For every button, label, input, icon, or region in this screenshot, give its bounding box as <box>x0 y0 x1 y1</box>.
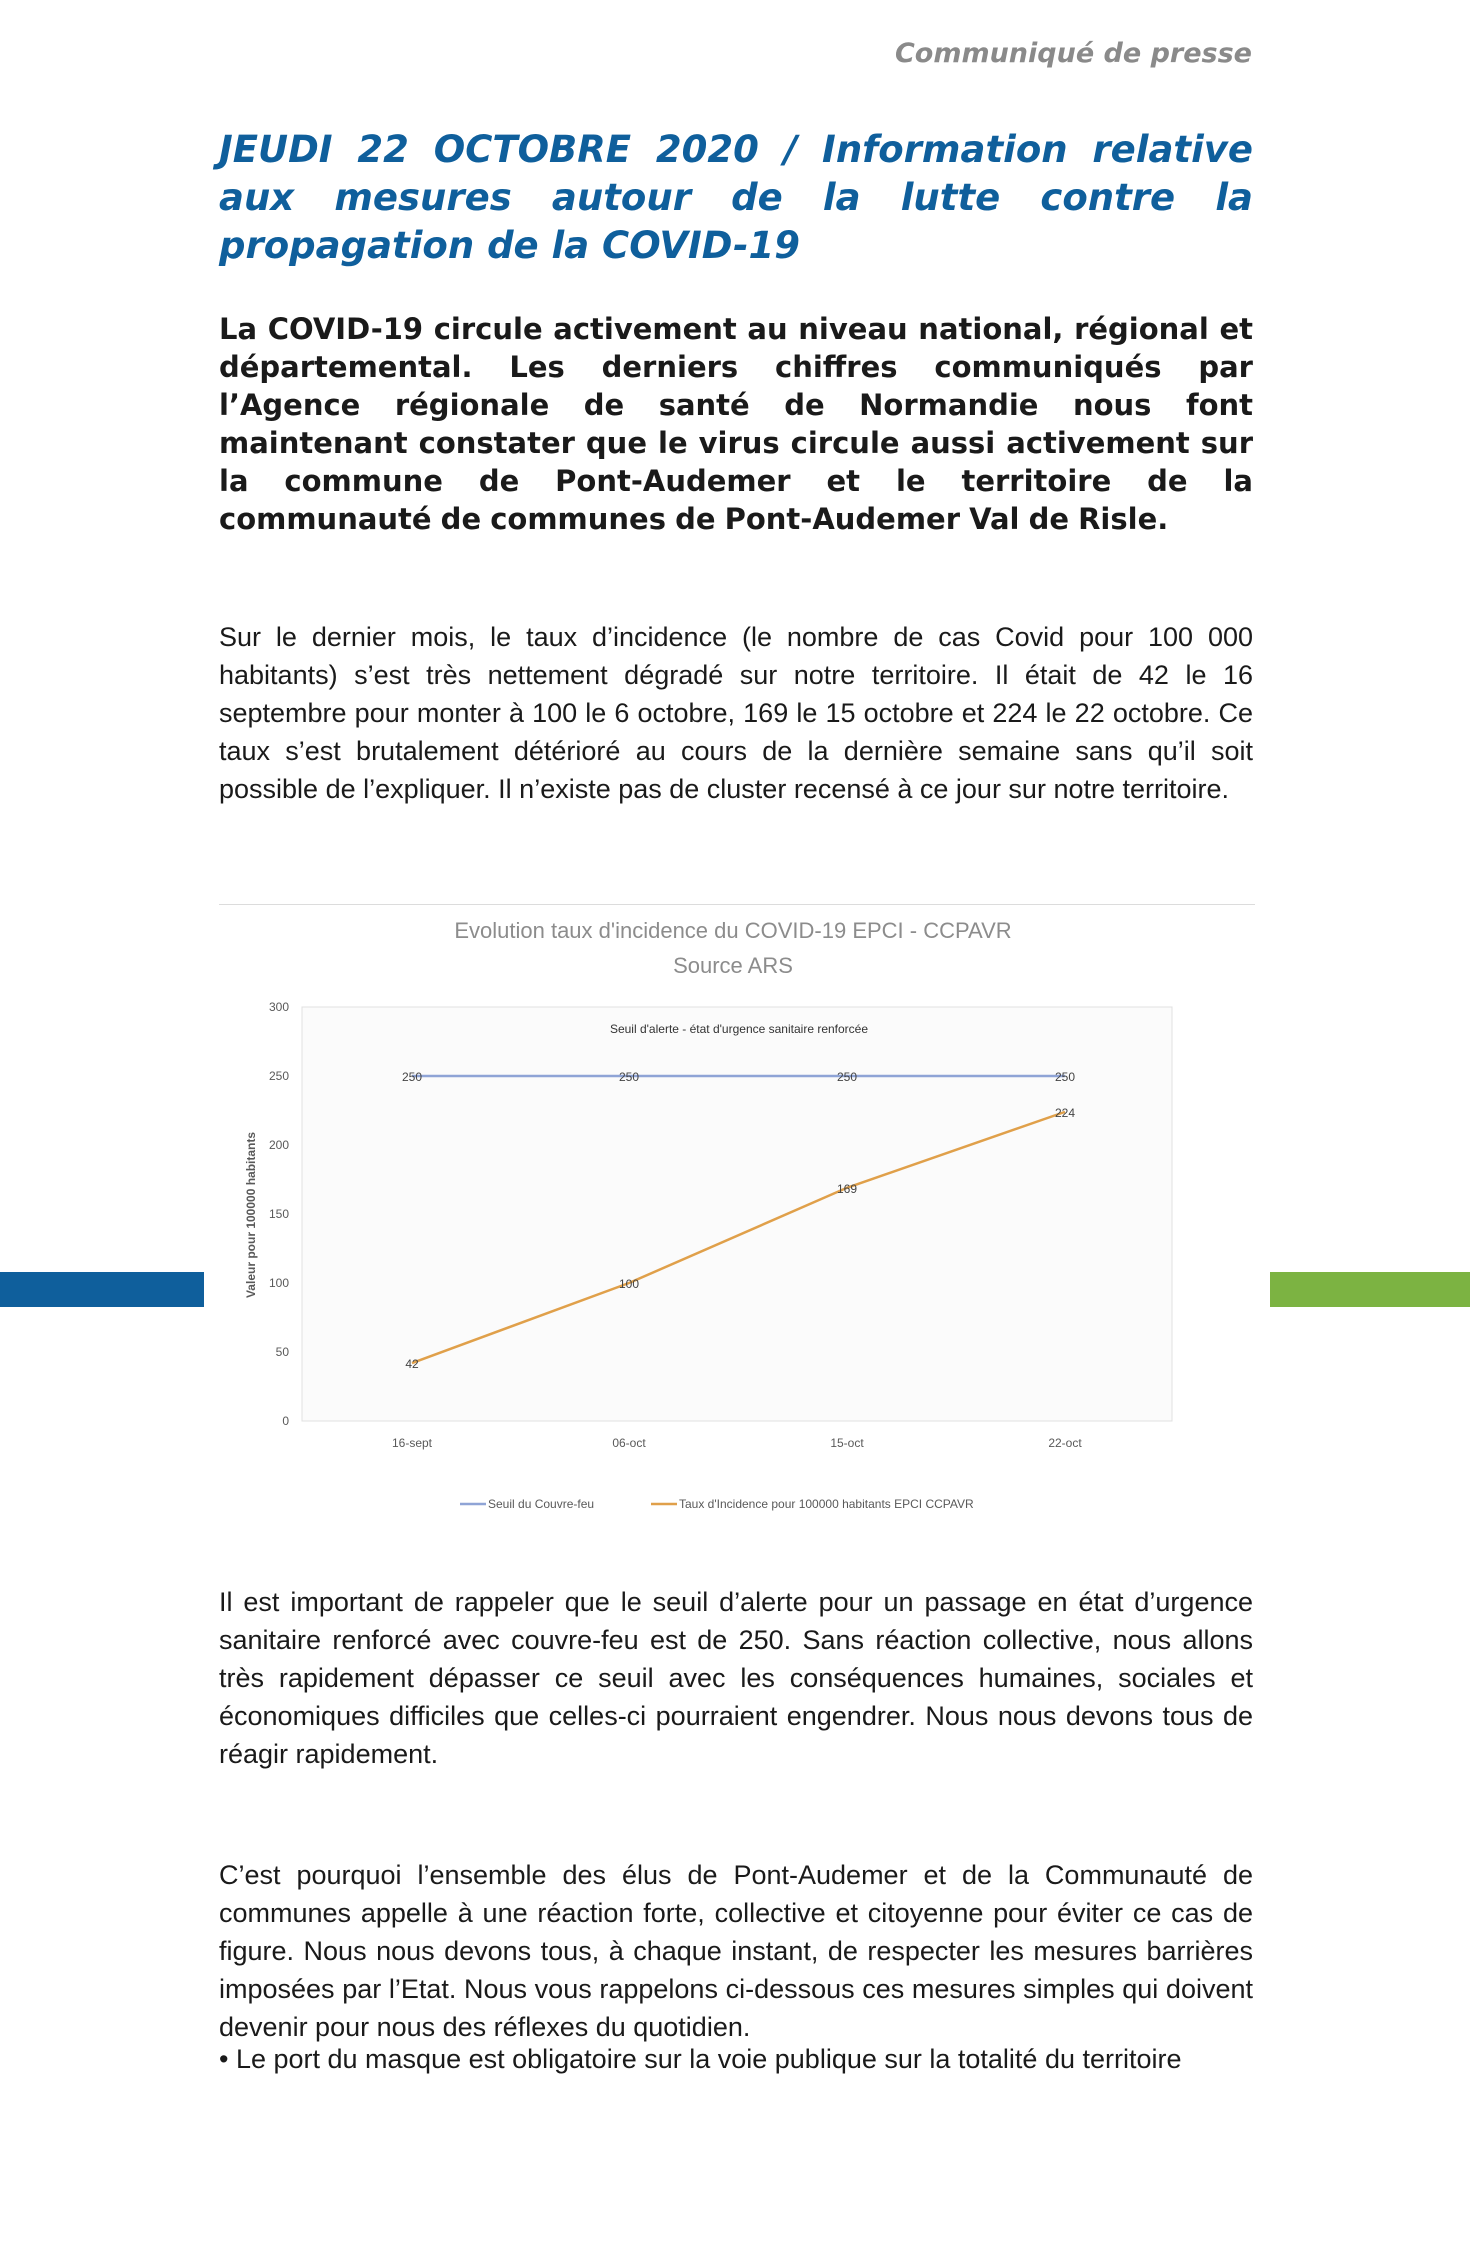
y-tick-label: 100 <box>268 1276 289 1290</box>
brand-blue-bar <box>0 1272 204 1307</box>
chart-top-rule <box>219 904 1255 905</box>
chart-title: Evolution taux d'incidence du COVID-19 EPCI - CCPAVR <box>454 918 1012 943</box>
y-tick-label: 300 <box>268 1000 289 1014</box>
paragraph-threshold: Il est important de rappeler que le seuil d’alerte pour un passage en état d’urgence sanitaire renforcé avec couvre-feu est de 250. Sans réaction collective, nous allons très rapidement dépasser ce seuil avec les conséquences humaines, sociales et économiques difficiles que celles-ci pourraient engendrer. Nous nous devons tous de réagir rapidement. <box>219 1587 1253 1769</box>
plot-area <box>302 1007 1172 1421</box>
data-label: 250 <box>401 1070 423 1084</box>
y-tick-label: 250 <box>268 1069 289 1083</box>
data-label: 224 <box>1054 1105 1076 1120</box>
x-tick-label: 16-sept <box>391 1436 433 1450</box>
paragraph-call-to-action: C’est pourquoi l’ensemble des élus de Pont-Audemer et de la Communauté de communes appelle à une réaction forte, collective et citoyenne pour éviter ce cas de figure. Nous nous devons tous, à chaque instant, de respecter les mesures barrières imposées par l’Etat. Nous vous rappelons ci-dessous ces mesures simples qui doivent devenir pour nous des réflexes du quotidien. <box>219 1860 1253 2042</box>
y-tick-label: 150 <box>268 1207 289 1221</box>
data-label: 250 <box>618 1070 640 1084</box>
headline: JEUDI 22 OCTOBRE 2020 / Information relative aux mesures autour de la lutte contre la propagation de la COVID-19 <box>219 128 1253 267</box>
chart-subtitle: Source ARS <box>673 953 793 978</box>
y-tick-label: 200 <box>268 1138 289 1152</box>
y-tick-label: 0 <box>282 1414 289 1428</box>
data-label: 42 <box>405 1357 419 1372</box>
y-axis-title: Valeur pour 100000 habitants <box>244 1131 258 1299</box>
y-tick-label: 50 <box>275 1345 289 1359</box>
x-tick-label: 06-oct <box>612 1436 646 1450</box>
x-tick-label: 22-oct <box>1048 1436 1082 1450</box>
bullet-item-mask: • Le port du masque est obligatoire sur la voie publique sur la totalité du territoire <box>219 2044 1182 2074</box>
incidence-chart <box>219 910 1255 1540</box>
data-label: 250 <box>836 1070 858 1084</box>
brand-green-bar <box>1270 1272 1470 1307</box>
data-label: 250 <box>1054 1070 1076 1084</box>
threshold-annotation: Seuil d'alerte - état d'urgence sanitaire renforcée <box>609 1022 869 1036</box>
lead-paragraph: La COVID-19 circule activement au niveau national, régional et départemental. Les derniers chiffres communiqués par l’Agence régionale de santé de Normandie nous font maintenant constater que le virus circule aussi activement sur la commune de Pont-Audemer et le territoire de la communauté de communes de Pont-Audemer Val de Risle. <box>219 312 1253 536</box>
x-tick-label: 15-oct <box>830 1436 864 1450</box>
data-label: 100 <box>618 1277 640 1291</box>
legend-entry: Seuil du Couvre-feu <box>488 1497 595 1511</box>
legend-entry: Taux d'Incidence pour 100000 habitants EPCI CCPAVR <box>679 1497 974 1511</box>
document-type-label: Communiqué de presse <box>894 38 1252 69</box>
paragraph-incidence: Sur le dernier mois, le taux d’incidence (le nombre de cas Covid pour 100 000 habitants) s’est très nettement dégradé sur notre territoire. Il était de 42 le 16 septembre pour monter à 100 le 6 octobre, 169 le 15 octobre et 224 le 22 octobre. Ce taux s’est brutalement détérioré au cours de la dernière semaine sans qu’il soit possible de l’expliquer. Il n’existe pas de cluster recensé à ce jour sur notre territoire. <box>219 622 1253 804</box>
data-label: 169 <box>836 1181 858 1196</box>
